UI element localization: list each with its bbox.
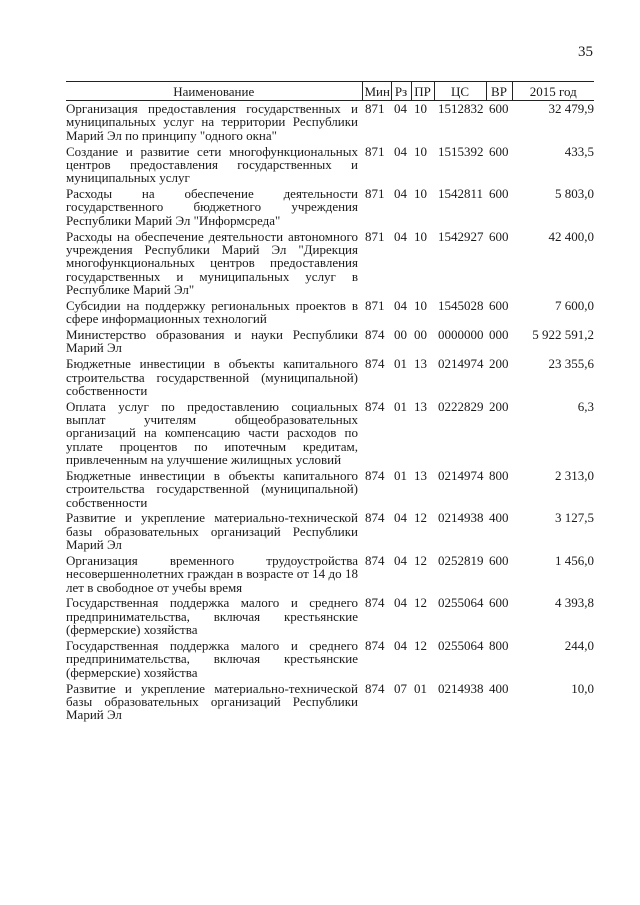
row-rz: 04 [394, 228, 407, 244]
row-cs: 1512832 [438, 101, 484, 116]
row-pr: 13 [414, 467, 427, 483]
row-rz: 04 [394, 143, 407, 159]
row-cs: 1545028 [438, 297, 484, 313]
row-min: 874 [365, 467, 385, 483]
row-name: Бюджетные инвестиции в объекты капитального строительства государственной (муниципальной) собственности [66, 467, 358, 510]
row-vr: 800 [489, 638, 509, 653]
row-amount: 2 313,0 [555, 467, 594, 483]
table-row [66, 553, 594, 596]
row-cs: 0214938 [438, 680, 484, 696]
row-min: 871 [365, 297, 385, 313]
row-name: Развитие и укрепление материально-технической базы образовательных организаций Республики Марий Эл [66, 680, 358, 723]
table-row [66, 298, 594, 327]
row-min: 874 [365, 510, 385, 526]
row-vr: 000 [489, 326, 509, 342]
row-amount: 5 803,0 [555, 186, 594, 202]
row-pr: 01 [414, 680, 427, 696]
row-amount: 32 479,9 [548, 101, 594, 116]
row-min: 874 [365, 326, 385, 342]
table-row [66, 229, 594, 298]
row-cs: 1515392 [438, 143, 484, 159]
row-name: Государственная поддержка малого и среднего предпринимательства, включая крестьянские (фермерские) хозяйства [66, 638, 358, 680]
row-vr: 200 [489, 356, 509, 372]
row-min: 874 [365, 595, 385, 611]
table-row [66, 327, 594, 356]
row-cs: 0255064 [438, 638, 484, 653]
table-row [66, 468, 594, 511]
table-row [66, 510, 594, 553]
row-cs: 0255064 [438, 595, 484, 611]
row-min: 874 [365, 398, 385, 414]
row-rz: 00 [394, 326, 407, 342]
row-amount: 42 400,0 [548, 228, 594, 244]
row-amount: 10,0 [571, 680, 594, 696]
row-name: Государственная поддержка малого и среднего предпринимательства, включая крестьянские (фермерские) хозяйства [66, 595, 358, 638]
table-row [66, 101, 594, 144]
row-amount: 4 393,8 [555, 595, 594, 611]
header-min: Мин [362, 82, 391, 101]
row-name: Оплата услуг по предоставлению социальных выплат учителям общеобразовательных организаций на компенсацию части расходов по уплате процентов по ипотечным кредитам, привлеченным на улучшение жилищных условий [66, 398, 358, 468]
row-min: 871 [365, 143, 385, 159]
table-row [66, 681, 594, 724]
row-pr: 10 [414, 143, 427, 159]
row-pr: 10 [414, 297, 427, 313]
row-pr: 13 [414, 356, 427, 372]
row-pr: 00 [414, 326, 427, 342]
row-pr: 10 [414, 228, 427, 244]
row-rz: 04 [394, 186, 407, 202]
row-name: Расходы на обеспечение деятельности государственного бюджетного учреждения Республики Марий Эл "Информсреда" [66, 186, 358, 228]
table-row [66, 144, 594, 187]
page-number: 35 [578, 44, 593, 60]
row-amount: 433,5 [564, 143, 594, 159]
row-amount: 5 922 591,2 [532, 326, 594, 342]
row-pr: 12 [414, 510, 427, 526]
table-row [66, 186, 594, 229]
table-row [66, 595, 594, 638]
row-min: 874 [365, 680, 385, 696]
header-year: 2015 год [512, 82, 594, 101]
row-name: Расходы на обеспечение деятельности автономного учреждения Республики Марий Эл "Дирекция многофункциональных центров предоставления государственных и муниципальных услуг в Республике Марий Эл" [66, 228, 358, 298]
table-row [66, 638, 594, 681]
header-pr: ПР [411, 82, 434, 101]
row-cs: 0214974 [438, 356, 484, 372]
row-pr: 12 [414, 638, 427, 653]
row-cs: 0252819 [438, 552, 484, 568]
row-name: Создание и развитие сети многофункциональных центров предоставления государственных и муниципальных услуг [66, 143, 358, 186]
header-rz: Рз [391, 82, 411, 101]
row-pr: 10 [414, 186, 427, 202]
budget-table [66, 81, 594, 723]
row-vr: 200 [489, 398, 509, 414]
row-vr: 600 [489, 228, 509, 244]
row-amount: 1 456,0 [555, 552, 594, 568]
table-row [66, 399, 594, 468]
header-name: Наименование [66, 82, 362, 101]
row-min: 871 [365, 101, 385, 116]
row-amount: 3 127,5 [555, 510, 594, 526]
row-vr: 600 [489, 186, 509, 202]
row-min: 874 [365, 552, 385, 568]
row-min: 874 [365, 356, 385, 372]
row-name: Министерство образования и науки Республики Марий Эл [66, 326, 358, 356]
row-rz: 01 [394, 356, 407, 372]
row-rz: 04 [394, 510, 407, 526]
row-name: Организация предоставления государственных и муниципальных услуг на территории Республики Марий Эл по принципу "одного окна" [66, 101, 358, 143]
row-name: Бюджетные инвестиции в объекты капитального строительства государственной (муниципальной) собственности [66, 356, 358, 398]
header-cs: ЦС [434, 82, 486, 101]
row-rz: 04 [394, 552, 407, 568]
row-rz: 04 [394, 638, 407, 653]
row-cs: 0222829 [438, 398, 484, 414]
row-amount: 7 600,0 [555, 297, 594, 313]
row-pr: 12 [414, 552, 427, 568]
row-name: Субсидии на поддержку региональных проектов в сфере информационных технологий [66, 297, 358, 327]
table-body [66, 101, 594, 724]
row-rz: 04 [394, 297, 407, 313]
row-rz: 07 [394, 680, 407, 696]
row-rz: 04 [394, 595, 407, 611]
row-rz: 01 [394, 467, 407, 483]
row-pr: 13 [414, 398, 427, 414]
row-min: 871 [365, 228, 385, 244]
row-vr: 600 [489, 552, 509, 568]
row-min: 871 [365, 186, 385, 202]
row-amount: 244,0 [564, 638, 594, 653]
row-cs: 0214938 [438, 510, 484, 526]
row-amount: 6,3 [577, 398, 594, 414]
table-row [66, 356, 594, 399]
row-name: Развитие и укрепление материально-технической базы образовательных организаций Республики Марий Эл [66, 510, 358, 553]
row-cs: 0000000 [438, 326, 484, 342]
row-rz: 01 [394, 398, 407, 414]
row-amount: 23 355,6 [548, 356, 594, 372]
row-vr: 600 [489, 101, 509, 116]
row-vr: 800 [489, 467, 509, 483]
row-cs: 0214974 [438, 467, 484, 483]
row-vr: 400 [489, 510, 509, 526]
row-pr: 12 [414, 595, 427, 611]
row-min: 874 [365, 638, 385, 653]
row-vr: 600 [489, 595, 509, 611]
row-cs: 1542811 [438, 186, 484, 202]
row-rz: 04 [394, 101, 407, 116]
row-vr: 600 [489, 143, 509, 159]
row-cs: 1542927 [438, 228, 484, 244]
row-vr: 400 [489, 680, 509, 696]
row-vr: 600 [489, 297, 509, 313]
table-header [66, 82, 594, 101]
row-name: Организация временного трудоустройства несовершеннолетних граждан в возрасте от 14 до 18 лет в свободное от учебы время [66, 552, 358, 595]
header-vr: ВР [486, 82, 512, 101]
row-pr: 10 [414, 101, 427, 116]
